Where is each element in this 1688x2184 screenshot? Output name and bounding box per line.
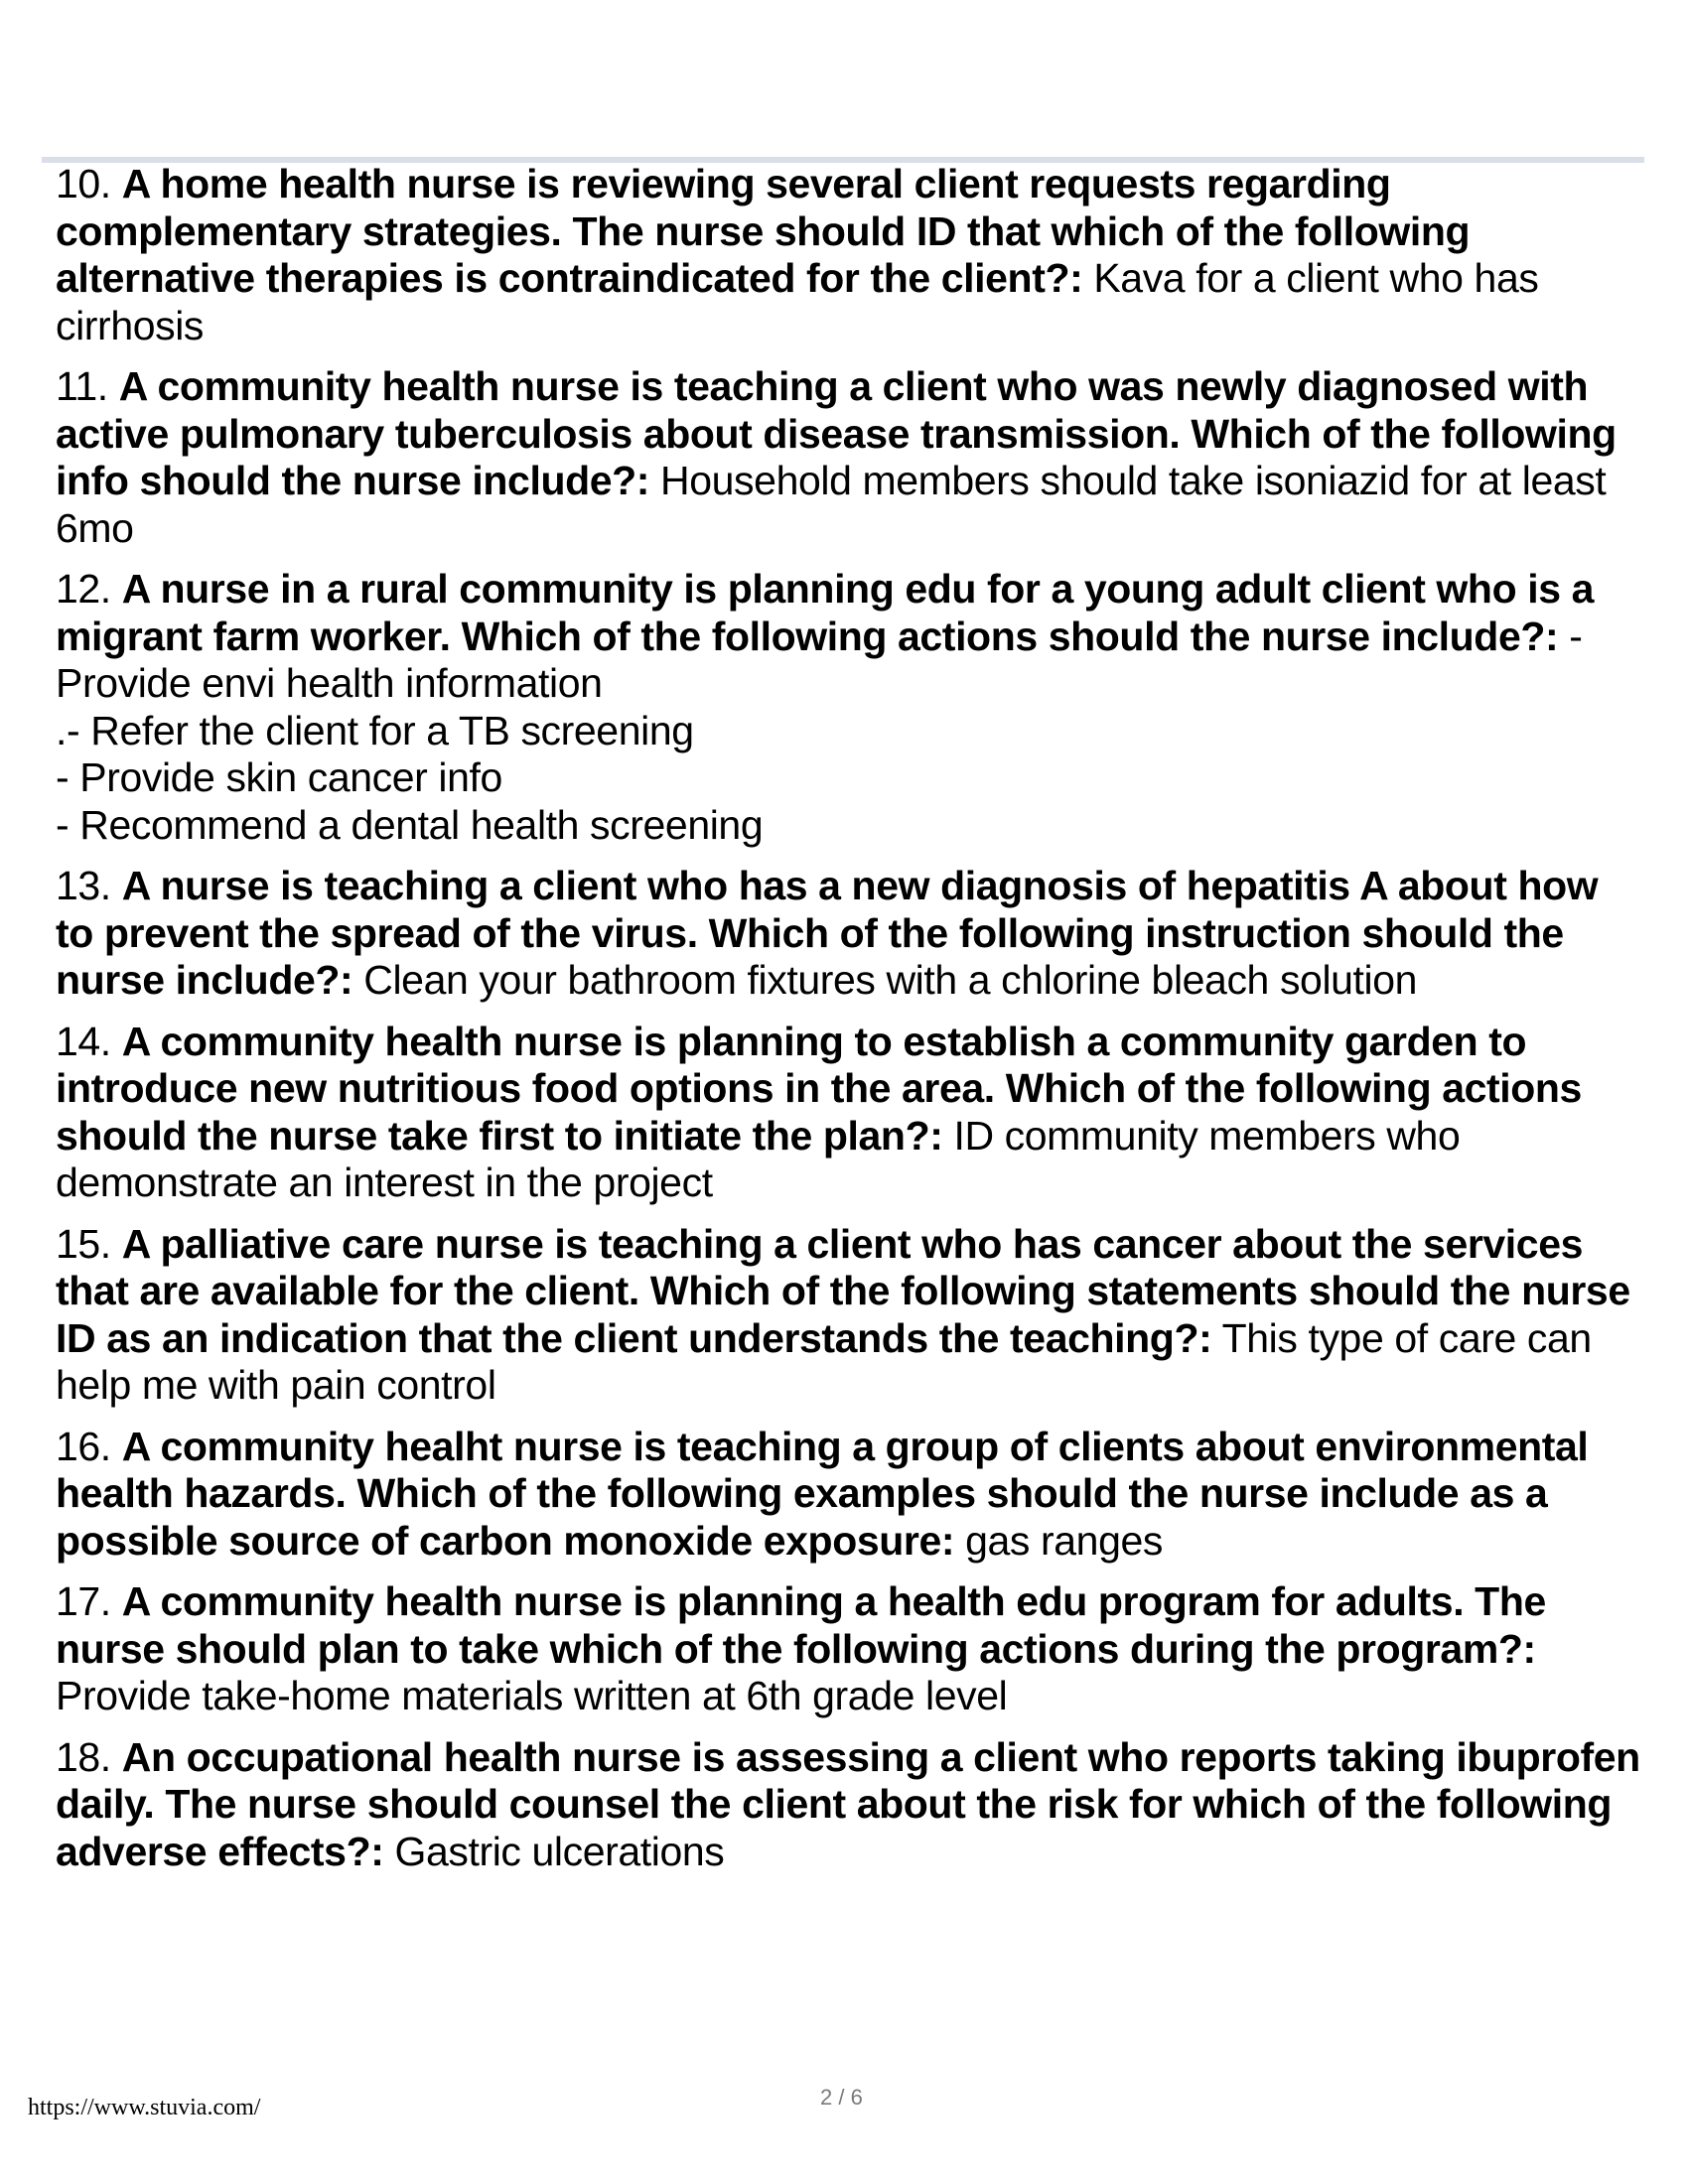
- item-number: 16.: [56, 1423, 111, 1469]
- question-text: A nurse is teaching a client who has a new diagnosis of hepatitis A about how to prevent the spread of the virus. Which of the following instruction should the nurse include?:: [56, 863, 1599, 1003]
- answer-text: Household members should take isoniazid for at least 6mo: [56, 458, 1607, 551]
- item-number: 14.: [56, 1018, 111, 1064]
- item-number: 17.: [56, 1578, 111, 1624]
- answer-line: .- Refer the client for a TB screening: [56, 707, 694, 753]
- answer-line: - Provide skin cancer info: [56, 754, 502, 800]
- item-number: 11.: [56, 363, 108, 409]
- answer-text: gas ranges: [965, 1517, 1163, 1564]
- qa-list: [56, 161, 1644, 1889]
- item-number: 18.: [56, 1733, 111, 1780]
- item-number: 12.: [56, 566, 111, 612]
- answer-text: - Provide envi health information: [56, 613, 1583, 706]
- qa-item-16: [56, 1424, 1644, 1566]
- question-text: A community health nurse is teaching a client who was newly diagnosed with active pulmonary tuberculosis about disease transmission. Which of the following info should the nurse include?:: [56, 363, 1617, 503]
- qa-item-10: [56, 161, 1644, 349]
- question-text: A home health nurse is reviewing several client requests regarding complementary strategies. The nurse should ID that which of the following alternative therapies is contraindicated for the client?:: [56, 161, 1471, 301]
- question-text: An occupational health nurse is assessing a client who reports taking ibuprofen daily. The nurse should counsel the client about the risk for which of the following adverse effects?:: [56, 1733, 1640, 1874]
- answer-text: Gastric ulcerations: [394, 1828, 725, 1874]
- item-number: 13.: [56, 863, 111, 908]
- qa-item-11: [56, 363, 1644, 552]
- answer-text: ID community members who demonstrate an interest in the project: [56, 1112, 1461, 1205]
- qa-item-15: [56, 1221, 1644, 1410]
- qa-item-12: [56, 566, 1644, 849]
- question-text: A palliative care nurse is teaching a client who has cancer about the services that are available for the client. Which of the following statements should the nurse ID as an indication that the client understands the teaching?:: [56, 1220, 1630, 1361]
- footer-source-link[interactable]: https://www.stuvia.com/: [28, 2095, 261, 2120]
- page-indicator: 2 / 6: [820, 2085, 863, 2110]
- question-text: A community health nurse is planning a health edu program for adults. The nurse should plan to take which of the following actions during the program?:: [56, 1578, 1546, 1672]
- item-number: 15.: [56, 1220, 111, 1267]
- item-number: 10.: [56, 161, 111, 206]
- answer-text: Kava for a client who has cirrhosis: [56, 255, 1539, 348]
- answer-text: Clean your bathroom fixtures with a chlorine bleach solution: [363, 957, 1418, 1003]
- answer-text: Provide take-home materials written at 6th grade level: [56, 1673, 1008, 1718]
- question-text: A community health nurse is planning to establish a community garden to introduce new nutritious food options in the area. Which of the following actions should the nurse take first to initiate the plan?:: [56, 1018, 1582, 1159]
- question-text: A community healht nurse is teaching a group of clients about environmental health hazards. Which of the following examples should the nurse include as a possible source of carbon monoxide exposure:: [56, 1423, 1589, 1564]
- qa-item-18: [56, 1734, 1644, 1876]
- qa-item-13: [56, 863, 1644, 1005]
- answer-text: This type of care can help me with pain control: [56, 1314, 1592, 1408]
- answer-line: - Recommend a dental health screening: [56, 801, 764, 848]
- question-text: A nurse in a rural community is planning edu for a young adult client who is a migrant farm worker. Which of the following actions should the nurse include?:: [56, 566, 1594, 659]
- qa-item-17: [56, 1578, 1644, 1720]
- qa-item-14: [56, 1019, 1644, 1207]
